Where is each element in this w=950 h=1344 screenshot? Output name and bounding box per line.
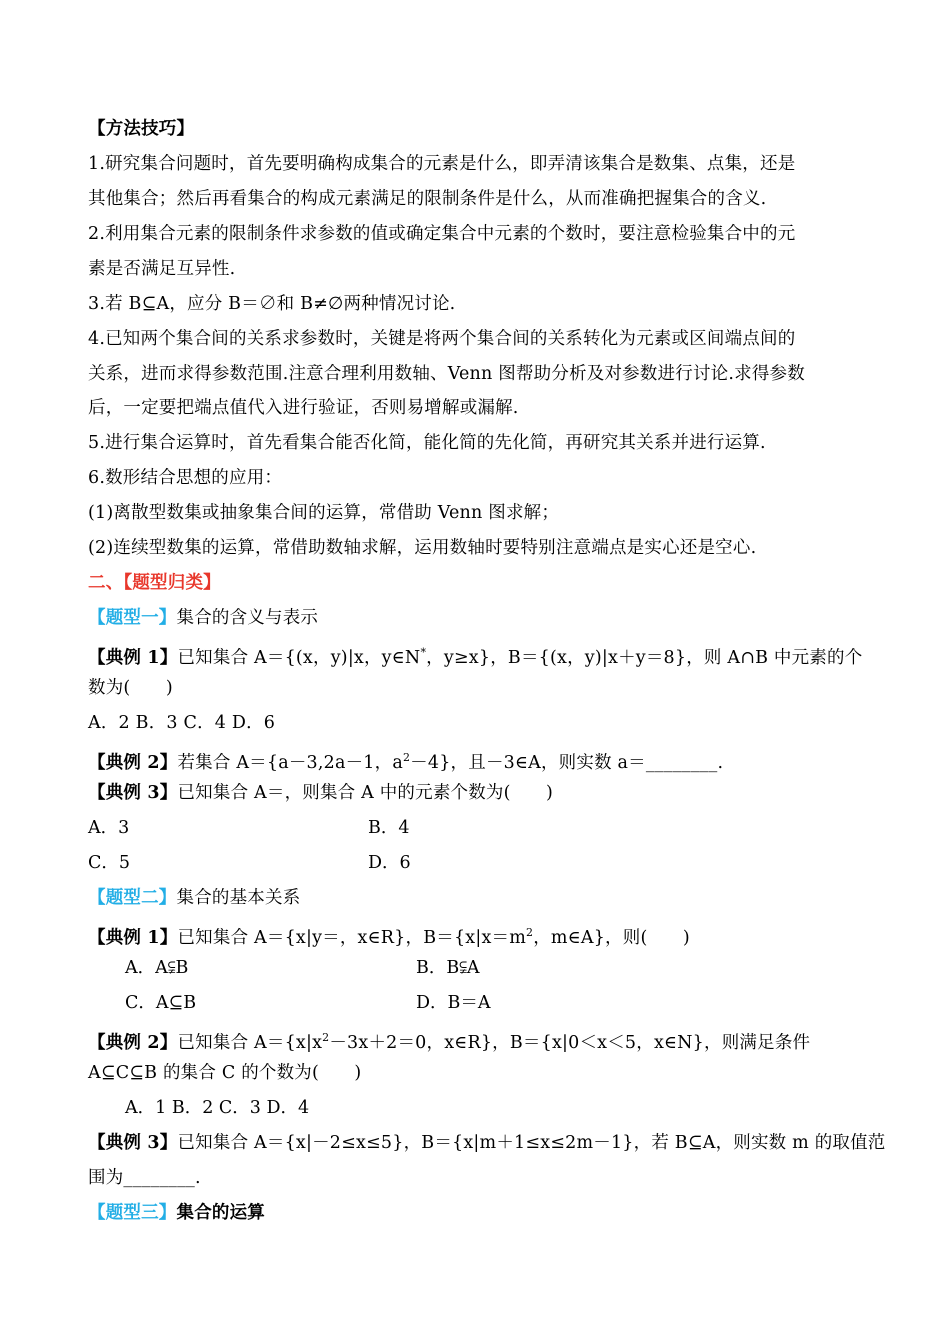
type-1-example-2: [88, 746, 878, 775]
section-2-title: 【题型归类】: [123, 573, 221, 593]
method-line-4: 素是否满足互异性.: [88, 259, 236, 279]
superscript: *: [420, 646, 427, 659]
example-text: 已知集合 A＝{(x，y)|x，y∈N: [177, 647, 421, 668]
method-line-5: 3.若 B⊆A，应分 B＝∅和 B≠∅两种情况讨论.: [88, 294, 456, 314]
option-a: A．A⫋B: [125, 958, 189, 978]
type-2-example-2-options: A．1 B．2 C．3 D．4: [125, 1098, 310, 1118]
option-c: C．A⊆B: [125, 993, 197, 1013]
method-line-10: 6.数形结合思想的应用：: [88, 468, 283, 488]
type-2-example-2: [88, 1026, 878, 1055]
type-3-tag: 【题型三】: [88, 1203, 177, 1223]
example-tag: 【典例 1】: [88, 927, 178, 948]
method-line-2: 其他集合；然后再看集合的构成元素满足的限制条件是什么，从而准确把握集合的含义.: [88, 189, 767, 209]
example-text: －3x＋2＝0，x∈R}，B＝{x|0＜x＜5，x∈N}，则满足条件: [329, 1032, 811, 1053]
example-text: 已知集合 A＝{x|y＝，x∈R}，B＝{x|x＝m: [177, 927, 527, 948]
type-2-heading: [88, 886, 878, 910]
type-1-example-1: [88, 641, 878, 670]
example-text: 已知集合 A＝，则集合 A 中的元素个数为( ): [177, 783, 554, 803]
example-text: ，m∈A}，则( ): [533, 927, 690, 948]
option-d: D．B＝A: [416, 993, 491, 1013]
option-b: B．B⫋A: [416, 958, 480, 978]
type-2-example-3-cont: 围为________.: [88, 1168, 201, 1188]
type-2-example-2-cont: A⊆C⊆B 的集合 C 的个数为( ): [88, 1063, 362, 1083]
method-line-11: (1)离散型数集或抽象集合间的运算，常借助 Venn 图求解；: [88, 503, 560, 523]
section-2-number: 二、: [88, 573, 124, 593]
method-line-3: 2.利用集合元素的限制条件求参数的值或确定集合中元素的个数时，要注意检验集合中的元: [88, 224, 796, 244]
method-line-7: 关系，进而求得参数范围.注意合理利用数轴、Venn 图帮助分析及对参数进行讨论.求得参数: [88, 364, 805, 384]
example-tag: 【典例 2】: [88, 752, 178, 773]
type-2-example-1: [88, 921, 878, 950]
type-2-title: 集合的基本关系: [176, 888, 301, 908]
type-1-example-1-cont: 数为( ): [88, 678, 173, 698]
type-1-tag: 【题型一】: [88, 608, 177, 628]
type-1-example-1-options: A．2 B．3 C．4 D．6: [88, 713, 276, 733]
example-tag: 【典例 3】: [88, 783, 178, 803]
type-2-example-3: [88, 1131, 886, 1155]
example-tag: 【典例 2】: [88, 1032, 178, 1053]
method-heading: 【方法技巧】: [88, 119, 195, 139]
type-2-tag: 【题型二】: [88, 888, 177, 908]
method-line-1: 1.研究集合问题时，首先要明确构成集合的元素是什么，即弄清该集合是数集、点集，还是: [88, 154, 796, 174]
example-text: －4}，且－3∈A，则实数 a＝________.: [410, 752, 724, 773]
method-line-9: 5.进行集合运算时，首先看集合能否化简，能化简的先化简，再研究其关系并进行运算.: [88, 433, 766, 453]
type-1-heading: [88, 606, 878, 630]
example-tag: 【典例 3】: [88, 1133, 178, 1153]
option-d: D．6: [368, 853, 411, 873]
method-line-12: (2)连续型数集的运算，常借助数轴求解，运用数轴时要特别注意端点是实心还是空心.: [88, 538, 757, 558]
method-line-6: 4.已知两个集合间的关系求参数时，关键是将两个集合间的关系转化为元素或区间端点间的: [88, 329, 796, 349]
method-line-8: 后，一定要把端点值代入进行验证，否则易增解或漏解.: [88, 398, 519, 418]
option-c: C．5: [88, 853, 131, 873]
type-3-heading: [88, 1201, 878, 1225]
type-1-example-3: [88, 781, 878, 805]
superscript: 2: [526, 926, 534, 939]
option-b: B．4: [368, 818, 410, 838]
section-2-heading: [88, 571, 878, 595]
example-tag: 【典例 1】: [88, 647, 178, 668]
example-text: 已知集合 A＝{x|－2≤x≤5}，B＝{x|m＋1≤x≤2m－1}，若 B⊆A，则实数 m 的取值范: [177, 1133, 886, 1153]
example-text: ，y≥x}，B＝{(x，y)|x＋y＝8}，则 A∩B 中元素的个: [426, 647, 863, 668]
type-1-title: 集合的含义与表示: [176, 608, 319, 628]
example-text: 若集合 A＝{a－3,2a－1，a: [177, 752, 403, 773]
superscript: 2: [402, 751, 411, 764]
option-a: A．3: [88, 818, 130, 838]
superscript: 2: [322, 1031, 330, 1044]
example-text: 已知集合 A＝{x|x: [177, 1032, 323, 1053]
type-3-title: 集合的运算: [176, 1203, 265, 1223]
